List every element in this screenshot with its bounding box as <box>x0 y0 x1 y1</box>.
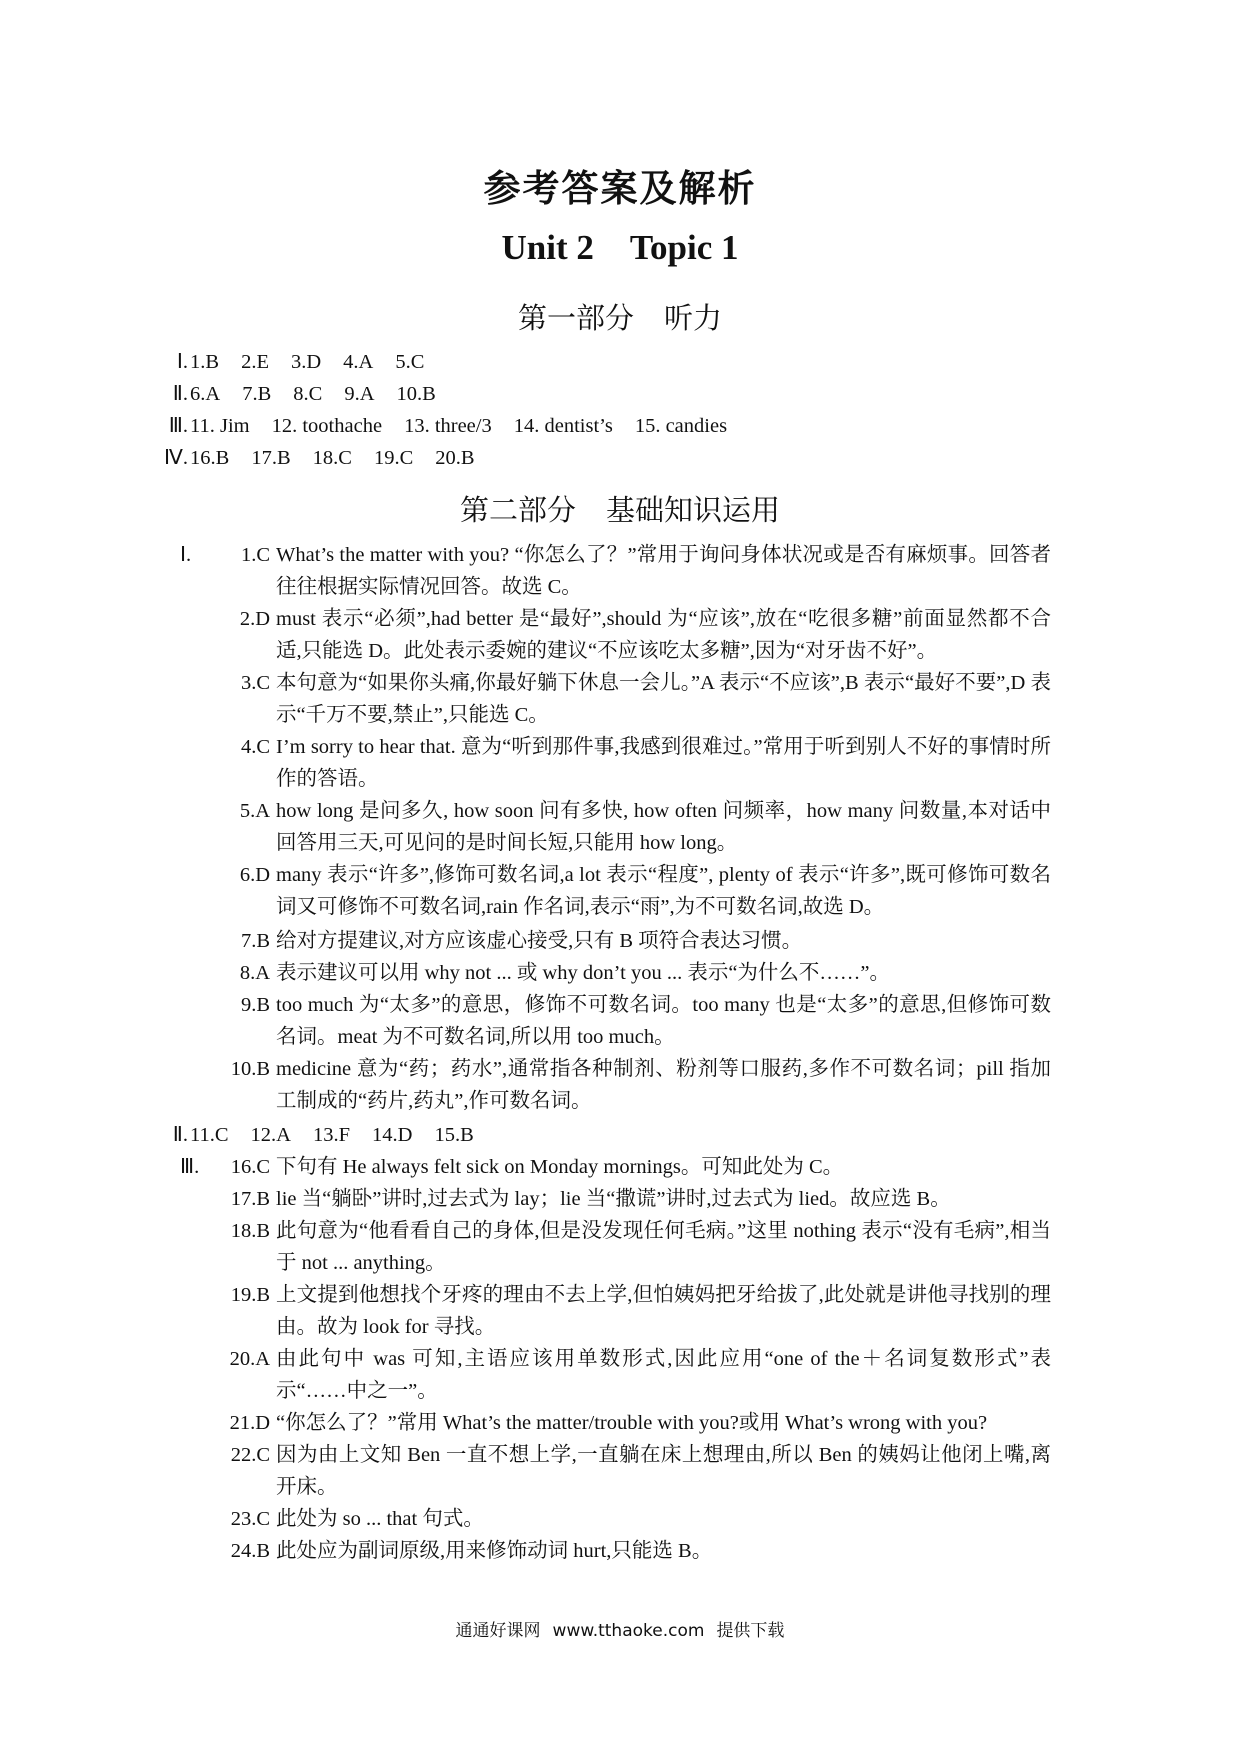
answer-item: 1.B <box>190 351 220 373</box>
question-answer-label: 21.D <box>229 1412 270 1434</box>
answer-item: 17.B <box>251 447 291 469</box>
answer-item: 15.B <box>434 1124 474 1146</box>
answer-item: 14.D <box>372 1124 413 1146</box>
answer-item: 9.A <box>344 383 375 405</box>
answer-item: 5.C <box>395 351 425 373</box>
explanation-text: 给对方提建议,对方应该虚心接受,只有 B 项符合表达习惯。 <box>276 930 803 952</box>
explanation-text: 此处应为副词原级,用来修饰动词 hurt,只能选 B。 <box>276 1540 713 1562</box>
explanation-text: must 表示“必须”,had better 是“最好”,should 为“应该”,放在“吃很多糖”前面显然都不合适,只能选 D。此处表示委婉的建议“不应该吃太多糖”,因为“对牙齿不好”。 <box>276 608 1051 662</box>
question-answer-label: 2.D <box>239 608 270 630</box>
footer-url: www.tthaoke.com <box>552 1621 705 1641</box>
answer-item: 11.C <box>190 1124 229 1146</box>
answer-item: 18.C <box>312 447 352 469</box>
answer-item: 7.B <box>242 383 272 405</box>
explanation-text: 由此句中 was 可知,主语应该用单数形式,因此应用“one of the＋名词复数形式”表示“……中之一”。 <box>276 1348 1051 1402</box>
part1-heading-title: 听力 <box>664 301 723 335</box>
answer-item: 12. toothache <box>271 415 383 437</box>
explanation-text: how long 是问多久, how soon 问有多快, how often 问频率，how many 问数量,本对话中回答用三天,可见问的是时间长短,只能用 how long。 <box>276 800 1051 854</box>
part2-heading-title: 基础知识运用 <box>606 493 781 527</box>
explanation-text: 此处为 so ... that 句式。 <box>276 1508 484 1530</box>
question-answer-label: 19.B <box>230 1284 270 1306</box>
page-title: 参考答案及解析 <box>483 167 757 210</box>
question-answer-label: 9.B <box>240 994 270 1016</box>
answer-item: 2.E <box>241 351 269 373</box>
answer-item: 20.B <box>435 447 475 469</box>
answer-item: 12.A <box>250 1124 291 1146</box>
explanation-text: What’s the matter with you? “你怎么了？”常用于询问身体状况或是否有麻烦事。回答者往往根据实际情况回答。故选 C。 <box>276 544 1051 598</box>
explanation-text: 下句有 He always felt sick on Monday mornings。可知此处为 C。 <box>276 1156 844 1178</box>
question-answer-label: 18.B <box>230 1220 270 1242</box>
section-numeral: Ⅱ. <box>172 1124 188 1146</box>
question-answer-label: 24.B <box>230 1540 270 1562</box>
explanation-text: 上文提到他想找个牙疼的理由不去上学,但怕姨妈把牙给拔了,此处就是讲他寻找别的理由。故为 look for 寻找。 <box>276 1284 1051 1338</box>
part2-heading-number: 第二部分 <box>459 493 576 527</box>
answer-item: 16.B <box>190 447 230 469</box>
question-answer-label: 8.A <box>239 962 270 984</box>
section-numeral: Ⅳ. <box>163 447 188 469</box>
answer-item: 19.C <box>373 447 414 469</box>
explanation-text: “你怎么了？”常用 What’s the matter/trouble with you?或用 What’s wrong with you? <box>276 1412 988 1434</box>
footer <box>0 1616 1240 1641</box>
answer-item: 15. candies <box>634 415 728 437</box>
topic-label: Topic 1 <box>629 228 739 267</box>
explanation-text: too much 为“太多”的意思，修饰不可数名词。too many 也是“太多”的意思,但修饰可数名词。meat 为不可数名词,所以用 too much。 <box>276 994 1051 1048</box>
explanation-text: medicine 意为“药；药水”,通常指各种制剂、粉剂等口服药,多作不可数名词；pill 指加工制成的“药片,药丸”,作可数名词。 <box>276 1058 1051 1112</box>
explanation-text: many 表示“许多”,修饰可数名词,a lot 表示“程度”, plenty of 表示“许多”,既可修饰可数名词又可修饰不可数名词,rain 作名词,表示“雨”,为不可数名词,故选 D。 <box>276 864 1051 918</box>
answer-item: 10.B <box>396 383 436 405</box>
section-numeral: Ⅰ. <box>180 544 192 566</box>
question-answer-label: 10.B <box>230 1058 270 1080</box>
explanation-text: 本句意为“如果你头痛,你最好躺下休息一会儿。”A 表示“不应该”,B 表示“最好不要”,D 表示“千万不要,禁止”,只能选 C。 <box>276 672 1051 726</box>
answer-item: 3.D <box>290 351 322 373</box>
answer-item: 6.A <box>190 383 221 405</box>
part1-heading-number: 第一部分 <box>517 301 634 335</box>
question-answer-label: 4.C <box>240 736 270 758</box>
question-answer-label: 22.C <box>230 1444 270 1466</box>
answer-item: 8.C <box>293 383 323 405</box>
answer-item: 14. dentist’s <box>513 415 613 437</box>
part2-heading <box>0 488 1240 529</box>
question-answer-label: 5.A <box>239 800 270 822</box>
part1-heading <box>0 296 1240 337</box>
section-numeral: Ⅲ. <box>168 415 188 437</box>
question-answer-label: 20.A <box>229 1348 270 1370</box>
question-answer-label: 7.B <box>240 930 270 952</box>
section-numeral: Ⅱ. <box>172 383 188 405</box>
explanation-text: lie 当“躺卧”讲时,过去式为 lay；lie 当“撒谎”讲时,过去式为 lied。故应选 B。 <box>276 1188 951 1210</box>
footer-note: 提供下载 <box>716 1621 785 1641</box>
question-answer-label: 16.C <box>230 1156 270 1178</box>
question-answer-label: 3.C <box>240 672 270 694</box>
unit-label: Unit 2 <box>501 228 594 267</box>
footer-site: 通通好课网 <box>455 1621 541 1641</box>
question-answer-label: 6.D <box>239 864 270 886</box>
answer-item: 4.A <box>343 351 374 373</box>
explanation-text: 因为由上文知 Ben 一直不想上学,一直躺在床上想理由,所以 Ben 的姨妈让他闭上嘴,离开床。 <box>276 1444 1051 1498</box>
answer-item: 11. Jim <box>190 415 250 437</box>
question-answer-label: 23.C <box>230 1508 270 1530</box>
explanation-text: 表示建议可以用 why not ... 或 why don’t you ... 表示“为什么不……”。 <box>276 962 891 984</box>
unit-heading <box>0 228 1240 268</box>
explanation-text: 此句意为“他看看自己的身体,但是没发现任何毛病。”这里 nothing 表示“没有毛病”,相当于 not ... anything。 <box>276 1220 1051 1274</box>
explanation-text: I’m sorry to hear that. 意为“听到那件事,我感到很难过。”常用于听到别人不好的事情时所作的答语。 <box>276 736 1051 790</box>
question-answer-label: 17.B <box>230 1188 270 1210</box>
section-numeral: Ⅰ. <box>176 351 188 373</box>
section-numeral: Ⅲ. <box>180 1156 200 1178</box>
question-answer-label: 1.C <box>240 544 270 566</box>
answer-item: 13.F <box>312 1124 351 1146</box>
answer-item: 13. three/3 <box>404 415 492 437</box>
